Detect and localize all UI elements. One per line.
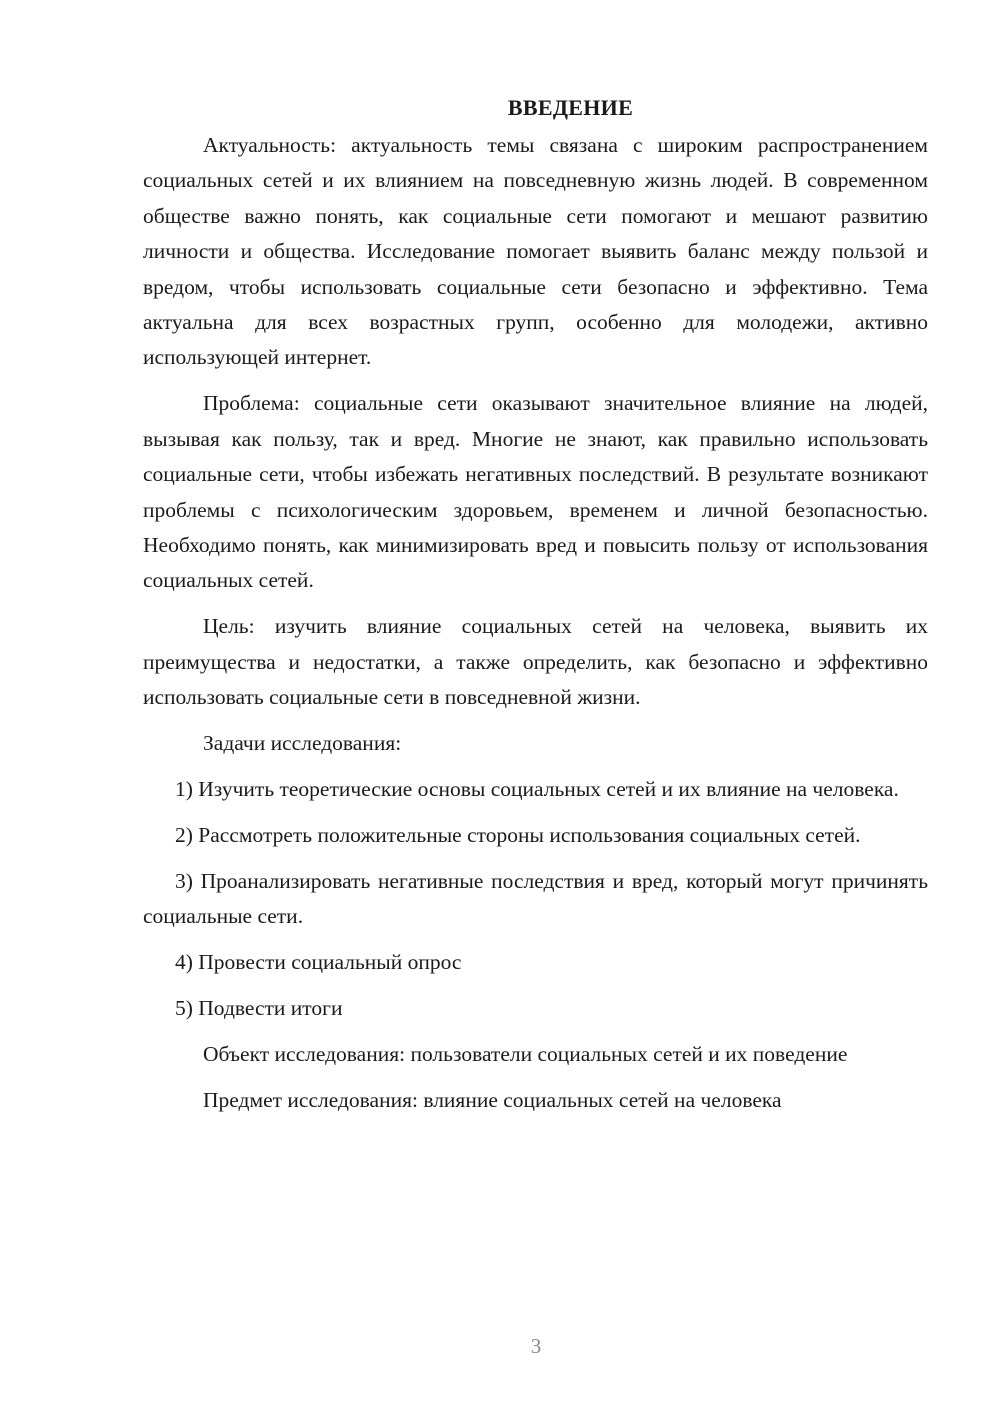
tasks-heading: Задачи исследования: (203, 731, 402, 755)
research-object-paragraph: Объект исследования: пользователи социальных сетей и их поведение (203, 1041, 848, 1066)
tasks-list (143, 772, 928, 1026)
task-item: 2) Рассмотреть положительные стороны использования социальных сетей. (175, 822, 861, 847)
relevance-paragraph: Актуальность: актуальность темы связана с широким распространением социальных сетей и их влиянием на повседневную жизнь людей. В современном обществе важно понять, как социальные сети помогают и мешают развитию личности и общества. Исследование помогает выявить баланс между пользой и вредом, чтобы использовать социальные сети безопасно и эффективно. Тема актуальна для всех возрастных групп, особенно для молодежи, активно использующей интернет. (143, 133, 928, 370)
page-number: 3 (530, 1334, 542, 1358)
problem-paragraph: Проблема: социальные сети оказывают значительное влияние на людей, вызывая как пользу, так и вред. Многие не знают, как правильно использовать социальные сети, чтобы избежать негативных последствий. В результате возникают проблемы с психологическим здоровьем, временем и личной безопасностью. Необходимо понять, как минимизировать вред и повысить пользу от использования социальных сетей. (143, 391, 928, 593)
document-page (143, 92, 928, 1129)
research-subject-paragraph: Предмет исследования: влияние социальных сетей на человека (203, 1087, 782, 1112)
task-item: 5) Подвести итоги (175, 995, 343, 1020)
task-item: 3) Проанализировать негативные последствия и вред, который могут причинять социальные сети. (143, 868, 928, 929)
task-item: 1) Изучить теоретические основы социальных сетей и их влияние на человека. (175, 776, 899, 801)
goal-paragraph: Цель: изучить влияние социальных сетей на человека, выявить их преимущества и недостатки, а также определить, как безопасно и эффективно использовать социальные сети в повседневной жизни. (143, 614, 928, 710)
task-item: 4) Провести социальный опрос (175, 950, 462, 975)
page-title: ВВЕДЕНИЕ (507, 95, 634, 120)
